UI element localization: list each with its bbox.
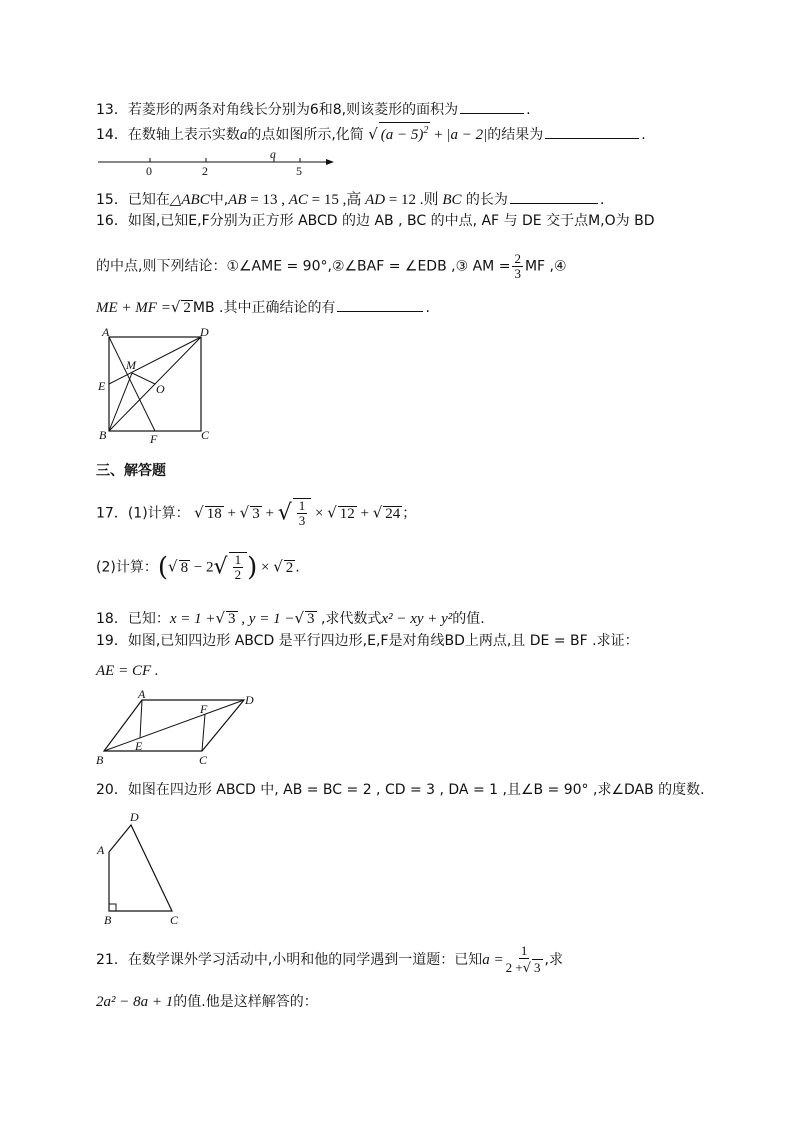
question-13	[96, 100, 531, 119]
fig16-label-D: D	[200, 325, 209, 339]
q18-text2: ,求代数式	[316, 611, 382, 627]
q21-frac-den-a: 2 +	[505, 960, 523, 975]
question-18	[96, 609, 485, 628]
tick-label-a: a	[270, 148, 276, 161]
q14-plus: +	[430, 127, 447, 143]
sqrt-sign: √	[368, 125, 378, 143]
figure-16-square	[94, 324, 224, 446]
q18-number: 18．	[96, 611, 128, 627]
q15-text2: 中,	[209, 192, 229, 208]
q14-number: 14．	[96, 127, 128, 143]
q15-bc: BC	[442, 192, 462, 208]
q15-answer-blank[interactable]	[510, 190, 598, 204]
q21-frac-den-r: 3	[534, 960, 541, 975]
q13-number: 13．	[96, 102, 128, 118]
q17-frac	[297, 499, 308, 528]
q14-var-a: a	[239, 127, 248, 143]
q18-r3b: 3	[307, 611, 315, 627]
q17-sqrt-frac2	[229, 552, 248, 582]
question-17-part2: (2)计算：(√ 8 − 2√ $\frac{1}{2}$ ) × √ 2 .	[96, 552, 300, 583]
q17-p2-label: (2)计算：	[96, 559, 158, 576]
q18-text1: 已知：	[127, 611, 170, 627]
q17-frac-den: 3	[298, 513, 306, 528]
fig16-label-A: A	[102, 325, 110, 339]
q17-r18: 18	[206, 505, 222, 522]
figure-19-parallelogram	[94, 686, 274, 770]
fig16-label-B: B	[99, 428, 107, 442]
question-16-line1	[96, 212, 654, 230]
fig16-label-C: C	[201, 428, 210, 442]
q21-number: 21．	[96, 952, 128, 968]
sqrt-sign: √	[168, 557, 178, 576]
question-17-part1: 17．(1)计算： √ 18 + √ 3 + √ $\frac{1}{3}$ × √ 12 + √ 24 ；	[96, 498, 417, 528]
q18-r3: 3	[228, 611, 236, 627]
fig19-label-F: F	[200, 702, 208, 716]
q14-end: .	[641, 127, 646, 143]
q18-y: , y = 1 −	[237, 611, 295, 627]
q15-ac: AC	[288, 192, 308, 208]
q17-frac-num: 1	[298, 498, 306, 513]
fig20-label-C: C	[170, 913, 179, 926]
q17-frac2-num: 1	[234, 552, 242, 567]
question-16-line2	[96, 252, 567, 281]
q16-frac-den: 3	[514, 266, 521, 281]
question-20	[96, 781, 705, 799]
q16-fraction	[512, 252, 523, 281]
q16-radicand: 2	[183, 300, 191, 316]
q16-number: 16．	[96, 213, 128, 229]
question-21-line2	[96, 993, 318, 1011]
section-title-answers: 三、解答题	[96, 463, 166, 479]
q16-line2b: MF ,④	[524, 258, 567, 275]
q15-ab: AB	[228, 192, 247, 208]
q15-triangle: △ABC	[169, 192, 210, 208]
q16-end: .	[425, 300, 430, 316]
q15-eq2: = 15 ,高	[307, 192, 366, 208]
q14-text1: 在数轴上表示实数	[127, 127, 240, 143]
fig16-label-M: M	[126, 358, 136, 372]
q16-line3b: MB .其中正确结论的有	[192, 300, 336, 316]
q14-exponent: 2	[423, 125, 429, 136]
left-paren: (	[157, 552, 168, 583]
fig16-label-F: F	[150, 432, 158, 446]
q18-x: x = 1 +	[169, 611, 216, 627]
q19-line1: 如图,已知四边形 ABCD 是平行四边形,E,F是对角线BD上两点,且 DE = BF .求证：	[127, 633, 639, 649]
question-16-line3	[96, 298, 430, 317]
q15-number: 15．	[96, 192, 128, 208]
sqrt-sign: √	[294, 609, 305, 627]
sqrt-sign: √	[277, 500, 292, 526]
q17-p1-end: ；	[402, 505, 417, 522]
q15-eq3: = 12 .则	[385, 192, 443, 208]
figure-20-quadrilateral	[94, 808, 194, 926]
fig16-label-O: O	[156, 382, 165, 396]
q16-frac-num: 2	[514, 251, 521, 266]
fig20-label-D: D	[130, 810, 139, 824]
sqrt-sign: √	[372, 503, 383, 522]
q14-abs: |a − 2|	[446, 127, 488, 143]
q17-r24: 24	[385, 505, 401, 522]
question-21-line1	[96, 944, 563, 976]
q14-radicand	[379, 122, 431, 143]
fig19-label-A: A	[138, 687, 146, 701]
q17-p2-end: .	[295, 559, 300, 576]
q16-line2a: 的中点,则下列结论：①∠AME = 90°,②∠BAF = ∠EDB ,③ AM =	[96, 258, 511, 275]
q16-answer-blank[interactable]	[337, 298, 423, 312]
q15-end: .	[599, 192, 605, 208]
question-19-line2: AE = CF .	[96, 663, 159, 679]
q18-text3: 的值.	[452, 611, 485, 627]
sqrt-sign: √	[273, 557, 283, 576]
q15-eq1: = 13 ,	[246, 192, 289, 208]
q13-text: 若菱形的两条对角线长分别为6和8,则该菱形的面积为	[127, 102, 459, 118]
sqrt-sign: √	[327, 503, 337, 522]
q20-text: 如图在四边形 ABCD 中, AB = BC = 2 , CD = 3 , DA = 1 ,且∠B = 90° ,求∠DAB 的度数.	[127, 782, 705, 798]
q17-sqrt-frac	[293, 498, 312, 528]
fig16-label-E: E	[98, 379, 106, 393]
fig20-label-A: A	[97, 843, 105, 857]
q17-frac2-den: 2	[234, 567, 242, 582]
q17-p1-label: (1)计算：	[127, 505, 190, 522]
q17-r8: 8	[180, 559, 189, 576]
fig19-label-C: C	[199, 753, 208, 767]
q21-line2-text: 的值.他是这样解答的：	[173, 994, 318, 1010]
tick-label-5: 5	[296, 164, 302, 178]
q21-expr: 2a² − 8a + 1	[96, 994, 174, 1010]
tick-label-0: 0	[146, 164, 152, 178]
sqrt-sign: √	[215, 609, 226, 627]
sqrt-sign: √	[239, 503, 250, 522]
q17-r3: 3	[252, 505, 260, 522]
q17-frac2	[233, 553, 244, 582]
q14-text3: 的结果为	[487, 127, 544, 143]
q19-number: 19．	[96, 633, 128, 649]
q16-line3a: ME + MF =	[96, 300, 171, 316]
q16-line1: 如图,已知E,F分别为正方形 ABCD 的边 AB , BC 的中点, AF 与 DE 交于点M,O为 BD	[127, 213, 655, 229]
question-15	[96, 190, 604, 209]
tick-label-2: 2	[202, 164, 208, 178]
question-14	[96, 122, 646, 144]
fig19-label-D: D	[245, 693, 254, 707]
sqrt-sign: √	[170, 298, 181, 316]
sqrt-sign: √	[522, 961, 532, 976]
q17-coef: 2	[206, 559, 214, 576]
q14-expr1: (a − 5)	[380, 127, 424, 143]
q15-text1: 已知在	[127, 192, 170, 208]
fig19-label-B: B	[96, 753, 104, 767]
q15-ad: AD	[365, 192, 386, 208]
q15-text3: 的长为	[461, 192, 508, 208]
q21-text2: ,求	[544, 952, 563, 968]
q17-number: 17．	[96, 505, 128, 522]
q13-answer-blank[interactable]	[460, 100, 524, 114]
q21-fraction	[506, 944, 543, 976]
question-19-line1	[96, 632, 639, 650]
q21-frac-den	[506, 959, 543, 976]
fig19-label-E: E	[135, 739, 143, 753]
sqrt-sign: √	[213, 554, 228, 580]
fig20-label-B: B	[104, 913, 112, 926]
q20-number: 20．	[96, 782, 128, 798]
q14-answer-blank[interactable]	[545, 125, 639, 139]
q21-text1: 在数学课外学习活动中,小明和他的同学遇到一道题：已知	[127, 952, 483, 968]
sqrt-sign: √	[194, 503, 204, 522]
q14-text2: 的点如图所示,化简	[247, 127, 364, 143]
q17-r12: 12	[339, 505, 355, 522]
number-line	[96, 148, 346, 178]
q17-r2: 2	[285, 559, 294, 576]
q13-end: .	[526, 102, 531, 118]
q18-poly: x² − xy + y²	[381, 611, 453, 627]
q21-frac-num: 1	[520, 943, 528, 958]
right-paren: )	[247, 552, 258, 583]
q21-a-eq: a =	[482, 952, 504, 968]
